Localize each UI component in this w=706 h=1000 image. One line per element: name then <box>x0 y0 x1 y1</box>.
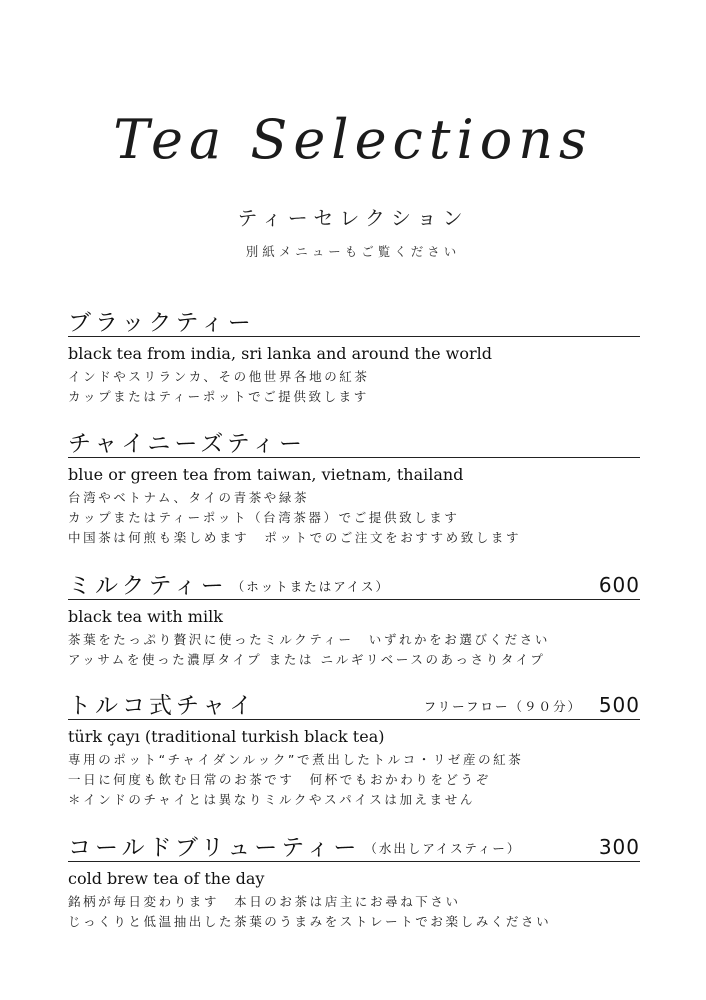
section-black-tea <box>68 310 640 407</box>
price-label: 600 <box>598 573 640 597</box>
section-milk-tea <box>68 573 640 670</box>
section-english: black tea from india, sri lanka and around the world <box>68 344 493 363</box>
section-header <box>68 573 640 600</box>
section-header <box>68 310 640 337</box>
section-english: türk çayı (traditional turkish black tea) <box>68 727 385 746</box>
section-line: カップまたはティーポットでご提供致します <box>68 389 369 404</box>
menu-subtitle: ティーセレクション <box>237 206 469 230</box>
section-title: ブラックティー <box>68 310 255 336</box>
section-turkish-chai <box>68 693 640 810</box>
section-header <box>68 835 640 862</box>
section-header <box>68 693 640 720</box>
section-english: black tea with milk <box>68 607 223 626</box>
section-title: トルコ式チャイ <box>68 693 257 719</box>
price-label: 300 <box>598 835 640 859</box>
section-title <box>68 575 390 598</box>
section-title-text: ミルクティー <box>68 573 228 599</box>
free-flow-label: フリーフロー（９０分） <box>423 699 582 714</box>
menu-title: Tea Selections <box>113 108 593 171</box>
section-line: インドやスリランカ、その他世界各地の紅茶 <box>68 369 370 384</box>
section-line: アッサムを使った濃厚タイプ または ニルギリベースのあっさりタイプ <box>68 652 546 667</box>
price-label: 500 <box>598 693 640 717</box>
section-line: ＊インドのチャイとは異なりミルクやスパイスは加えません <box>68 792 475 807</box>
section-line: 台湾やベトナム、タイの青茶や緑茶 <box>68 490 310 505</box>
section-line: カップまたはティーポット（台湾茶器）でご提供致します <box>68 510 460 525</box>
section-line: じっくりと低温抽出した茶葉のうまみをストレートでお楽しみください <box>68 914 552 929</box>
section-line: 専用のポット“チャイダンルック”で煮出したトルコ・リゼ産の紅茶 <box>68 752 524 767</box>
section-title <box>68 837 521 860</box>
section-title: チャイニーズティー <box>68 431 306 457</box>
section-subtitle: （水出しアイスティー） <box>364 841 522 856</box>
section-title-text: コールドブリューティー <box>68 835 361 861</box>
section-english: cold brew tea of the day <box>68 869 265 888</box>
menu-note: 別紙メニューもご覧ください <box>245 244 461 259</box>
section-chinese-tea <box>68 431 640 548</box>
section-line: 中国茶は何煎も楽しめます ポットでのご注文をおすすめ致します <box>68 530 522 545</box>
section-line: 一日に何度も飲む日常のお茶です 何杯でもおかわりをどうぞ <box>68 772 491 787</box>
section-subtitle: （ホットまたはアイス） <box>231 579 390 594</box>
section-line: 銘柄が毎日変わります 本日のお茶は店主にお尋ね下さい <box>68 894 461 909</box>
section-line: 茶葉をたっぷり贅沢に使ったミルクティー いずれかをお選びください <box>68 632 550 647</box>
section-cold-brew <box>68 835 640 932</box>
section-header <box>68 431 640 458</box>
section-english: blue or green tea from taiwan, vietnam, thailand <box>68 465 464 484</box>
